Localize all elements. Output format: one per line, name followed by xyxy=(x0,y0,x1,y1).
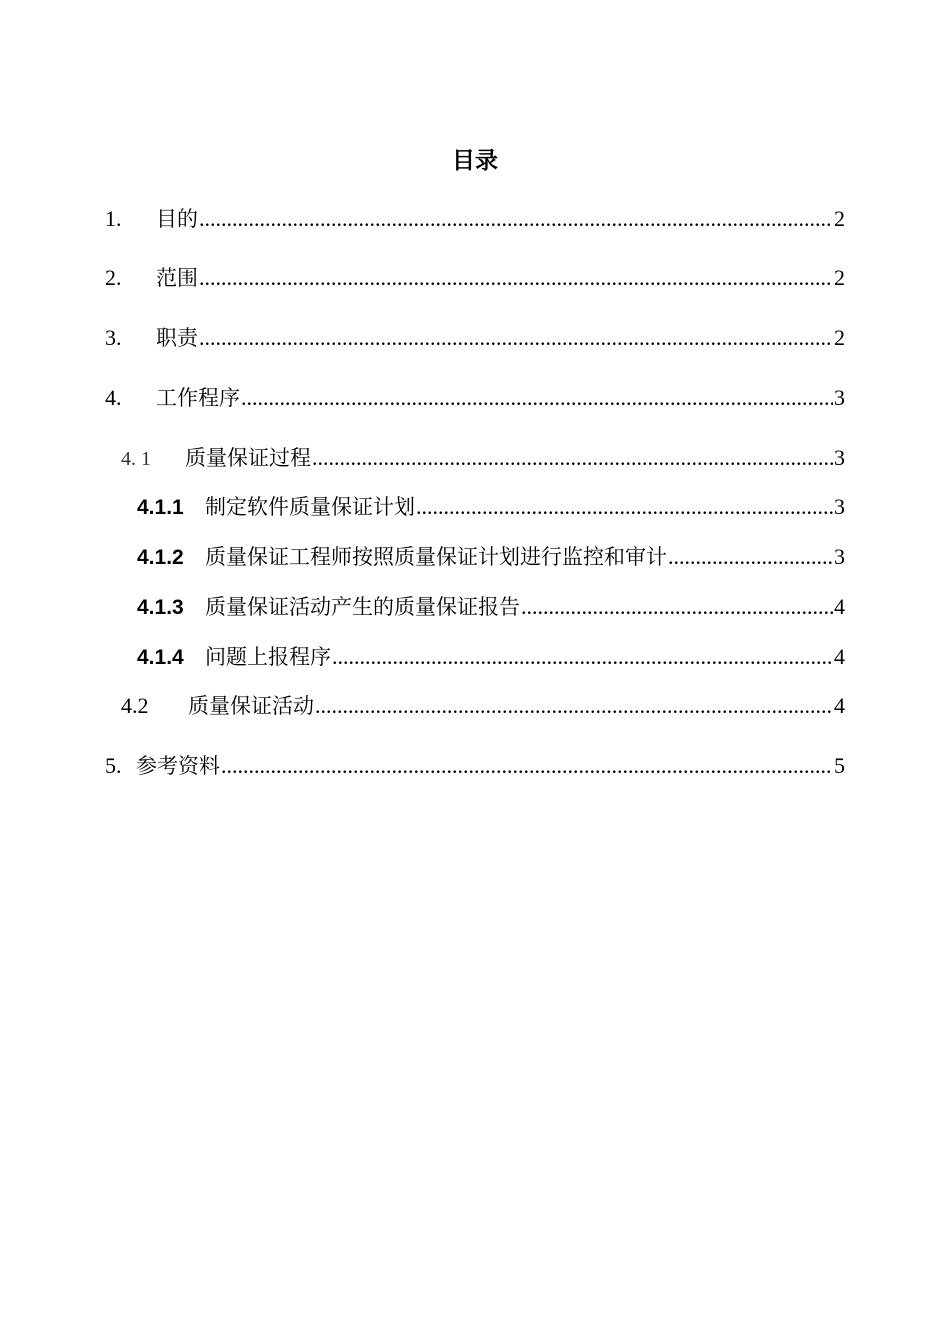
toc-entry-page: 3 xyxy=(834,544,845,569)
toc-entry-text: 质量保证活动 xyxy=(188,694,314,718)
toc-entry-number: 2. xyxy=(105,265,122,290)
toc-entry-page: 2 xyxy=(834,265,845,290)
toc-dot-leader xyxy=(199,203,833,235)
toc-dot-leader xyxy=(315,690,833,722)
toc-entry-number: 4.1.4 xyxy=(137,646,184,669)
toc-entry-text: 目的 xyxy=(156,207,198,231)
toc-entry[interactable] xyxy=(121,442,845,474)
toc-entry-text: 问题上报程序 xyxy=(205,645,331,669)
toc-entry[interactable] xyxy=(121,690,845,722)
toc-entry-number: 4.1.1 xyxy=(137,496,184,519)
toc-entry-number: 3. xyxy=(105,325,122,350)
toc-entry-page: 3 xyxy=(834,494,845,519)
toc-entry-text: 工作程序 xyxy=(156,386,240,410)
toc-entry-page: 2 xyxy=(834,206,845,231)
toc-entry[interactable] xyxy=(105,382,845,414)
toc-entry-number: 1. xyxy=(105,206,122,231)
toc-dot-leader xyxy=(668,541,833,573)
toc-entry-text: 质量保证活动产生的质量保证报告 xyxy=(205,595,520,619)
toc-dot-leader xyxy=(221,750,833,782)
toc-entry-number: 4. 1 xyxy=(121,448,151,470)
toc-entry[interactable] xyxy=(105,203,845,235)
toc-entry-number: 4.1.3 xyxy=(137,596,184,619)
toc-dot-leader xyxy=(199,262,833,294)
toc-title: 目录 xyxy=(452,148,498,174)
toc-entry-page: 5 xyxy=(834,753,845,778)
toc-entry-text: 范围 xyxy=(156,266,198,290)
toc-dot-leader xyxy=(241,382,833,414)
toc-entry-page: 2 xyxy=(834,325,845,350)
toc-entry-text: 质量保证过程 xyxy=(185,446,311,470)
toc-entry-number: 4.2 xyxy=(121,693,149,718)
toc-entry-page: 3 xyxy=(834,445,845,470)
toc-entry[interactable] xyxy=(105,262,845,294)
toc-entry-number: 4. xyxy=(105,385,122,410)
toc-entry-page: 3 xyxy=(834,385,845,410)
toc-entry[interactable] xyxy=(137,541,845,573)
toc-entry-number: 4.1.2 xyxy=(137,546,184,569)
toc-entry[interactable] xyxy=(137,641,845,673)
toc-dot-leader xyxy=(199,322,833,354)
toc-dot-leader xyxy=(521,591,833,623)
toc-entry-number: 5. xyxy=(105,753,122,778)
toc-entry[interactable] xyxy=(137,491,845,523)
toc-entry-text: 参考资料 xyxy=(136,754,220,778)
toc-entry-page: 4 xyxy=(834,644,845,669)
toc-entry[interactable] xyxy=(105,750,845,782)
toc-dot-leader xyxy=(332,641,833,673)
toc-entry[interactable] xyxy=(137,591,845,623)
toc-dot-leader xyxy=(416,491,833,523)
toc-entry-page: 4 xyxy=(834,693,845,718)
toc-entry-page: 4 xyxy=(834,594,845,619)
toc-entry[interactable] xyxy=(105,322,845,354)
toc-entry-text: 职责 xyxy=(156,326,198,350)
toc-entry-text: 质量保证工程师按照质量保证计划进行监控和审计 xyxy=(205,545,667,569)
toc-entry-text: 制定软件质量保证计划 xyxy=(205,495,415,519)
toc-dot-leader xyxy=(312,442,833,474)
